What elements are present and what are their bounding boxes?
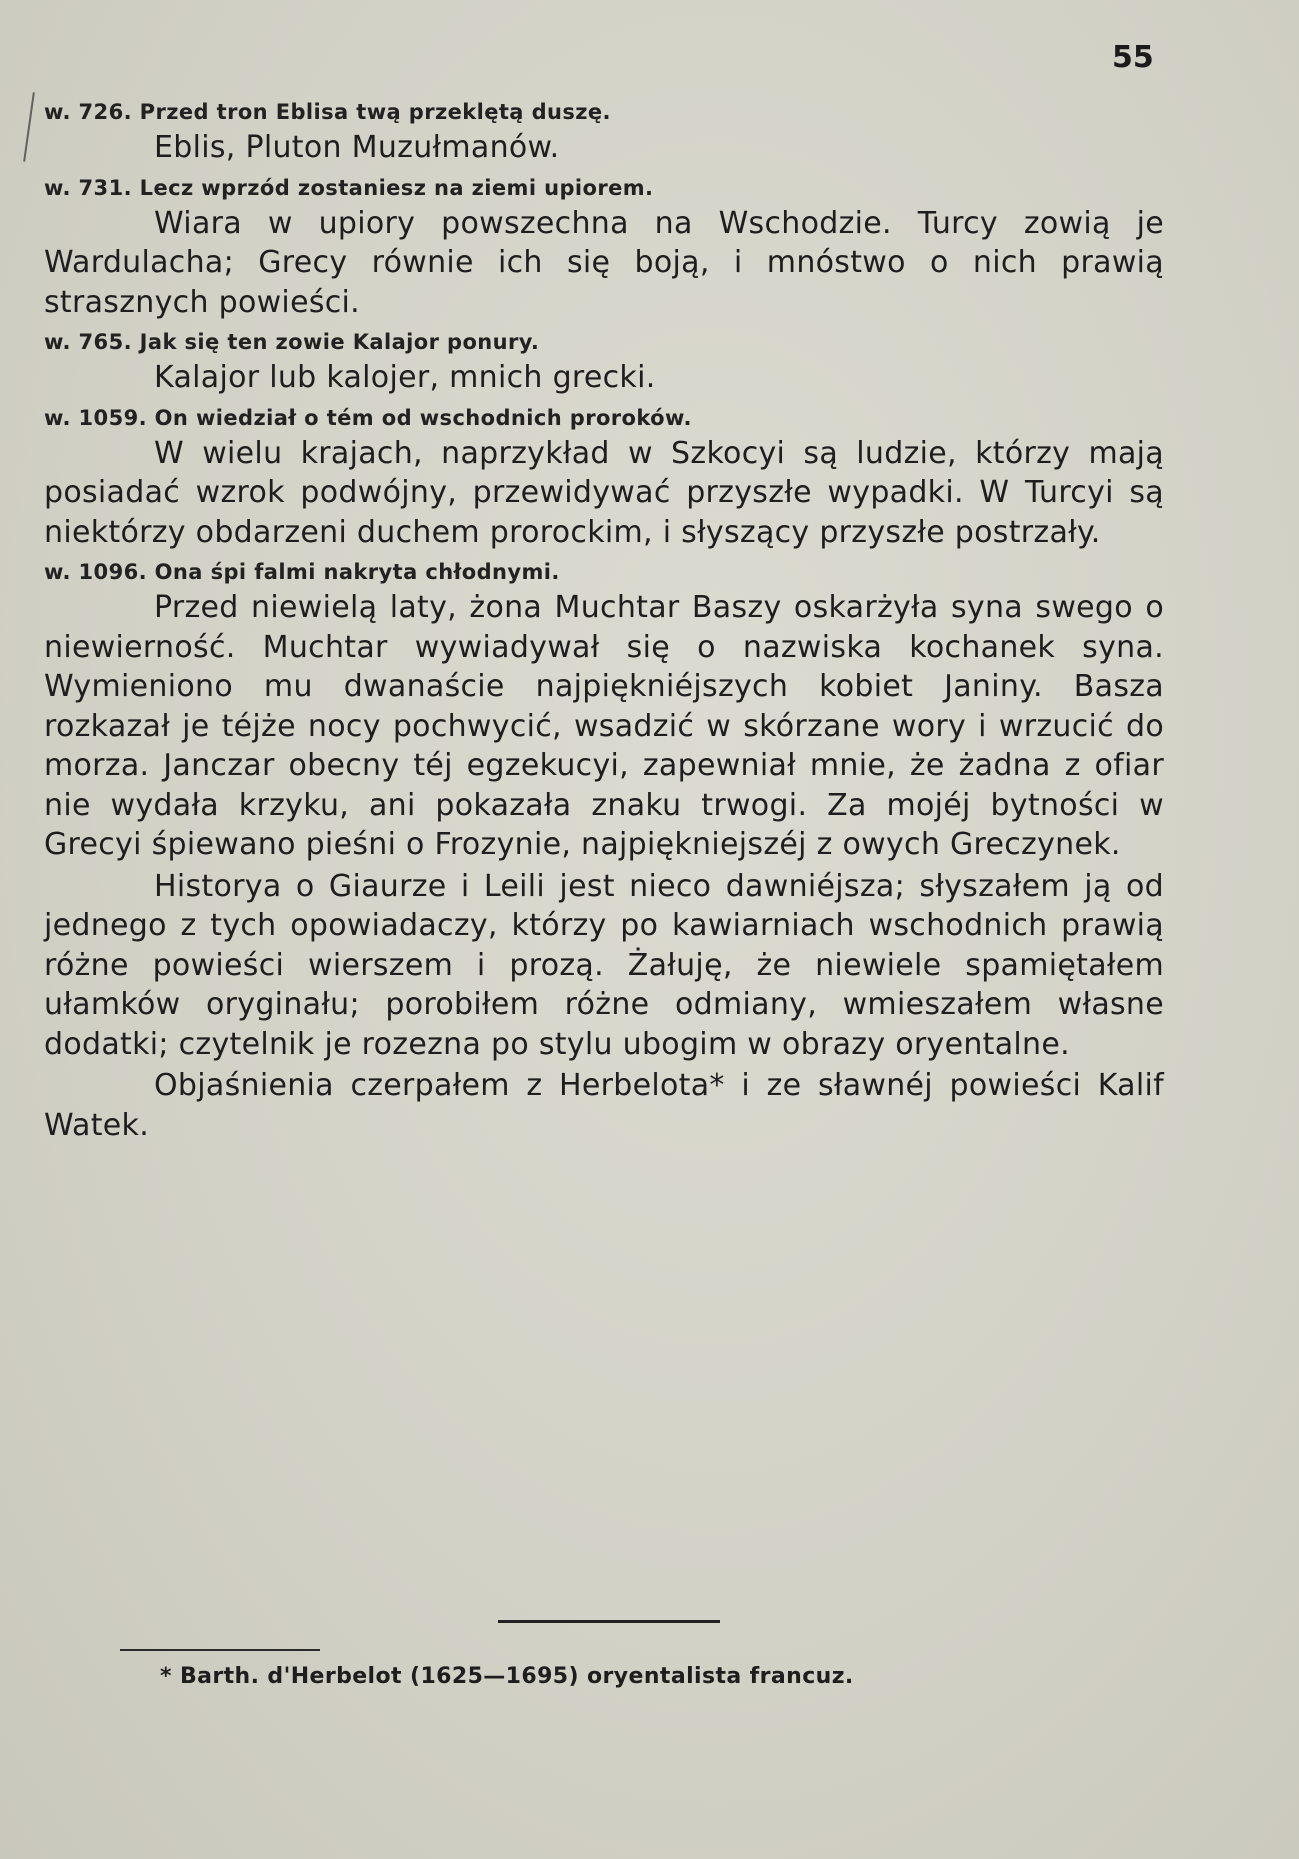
page-edge-mark xyxy=(23,92,35,162)
note-paragraph: Eblis, Pluton Muzułmanów. xyxy=(154,130,560,165)
verse-reference: w. 731. Lecz wprzód zostaniesz na ziemi upiorem. xyxy=(44,175,654,200)
verse-reference: w. 1096. Ona śpi falmi nakryta chłodnymi. xyxy=(44,560,560,584)
note-paragraph: Objaśnienia czerpałem z Herbelota* i ze sławnéj powieści Kalif Watek. xyxy=(44,1068,1164,1143)
note-paragraph: Historya o Giaurze i Leili jest nieco dawniéjsza; słyszałem ją od jednego z tych opowiadaczy, którzy po kawiarniach wschodnich prawią różne powieści wierszem i prozą. Żałuję, że niewiele spamiętałem ułamków oryginału; porobiłem różne odmiany, wmieszałem własne dodatki; czytelnik je rozezna po stylu ubogim w obrazy oryentalne. xyxy=(44,868,1164,1062)
footnote: * Barth. d'Herbelot (1625—1695) oryentalista francuz. xyxy=(160,1664,854,1689)
note-paragraph: Kalajor lub kalojer, mnich grecki. xyxy=(154,360,656,395)
footnote-divider xyxy=(120,1649,320,1651)
note-paragraph: Przed niewielą laty, żona Muchtar Baszy oskarżyła syna swego o niewierność. Muchtar wywiadywał się o nazwiska kochanek syna. Wymieniono mu dwanaście najpiękniéjszych kobiet Janiny. Basza rozkazał je téjże nocy pochwycić, wsadzić w skórzane wory i wrzucić do morza. Janczar obecny téj egzekucyi, zapewniał mnie, że żadna z ofiar nie wydała krzyku, ani pokazała znaku trwogi. Za mojéj bytności w Grecyi śpiewano pieśni o Frozynie, najpiękniejszéj z owych Greczynek. xyxy=(44,590,1164,862)
note-paragraph: W wielu krajach, naprzykład w Szkocyi są ludzie, którzy mają posiadać wzrok podwójny, przewidywać przyszłe wypadki. W Turcyi są niektórzy obdarzeni duchem prorockim, i słyszący przyszłe postrzały. xyxy=(44,435,1164,550)
verse-reference: w. 765. Jak się ten zowie Kalajor ponury. xyxy=(44,330,540,354)
page-number: 55 xyxy=(1112,40,1154,75)
verse-reference: w. 726. Przed tron Eblisa twą przeklętą duszę. xyxy=(44,100,611,124)
section-divider xyxy=(498,1620,720,1623)
notes-body xyxy=(44,92,1164,1147)
verse-reference: w. 1059. On wiedział o tém od wschodnich proroków. xyxy=(44,405,692,430)
note-paragraph: Wiara w upiory powszechna na Wschodzie. Turcy zowią je Wardulacha; Grecy równie ich się boją, i mnóstwo o nich prawią strasznych powieści. xyxy=(44,205,1164,320)
